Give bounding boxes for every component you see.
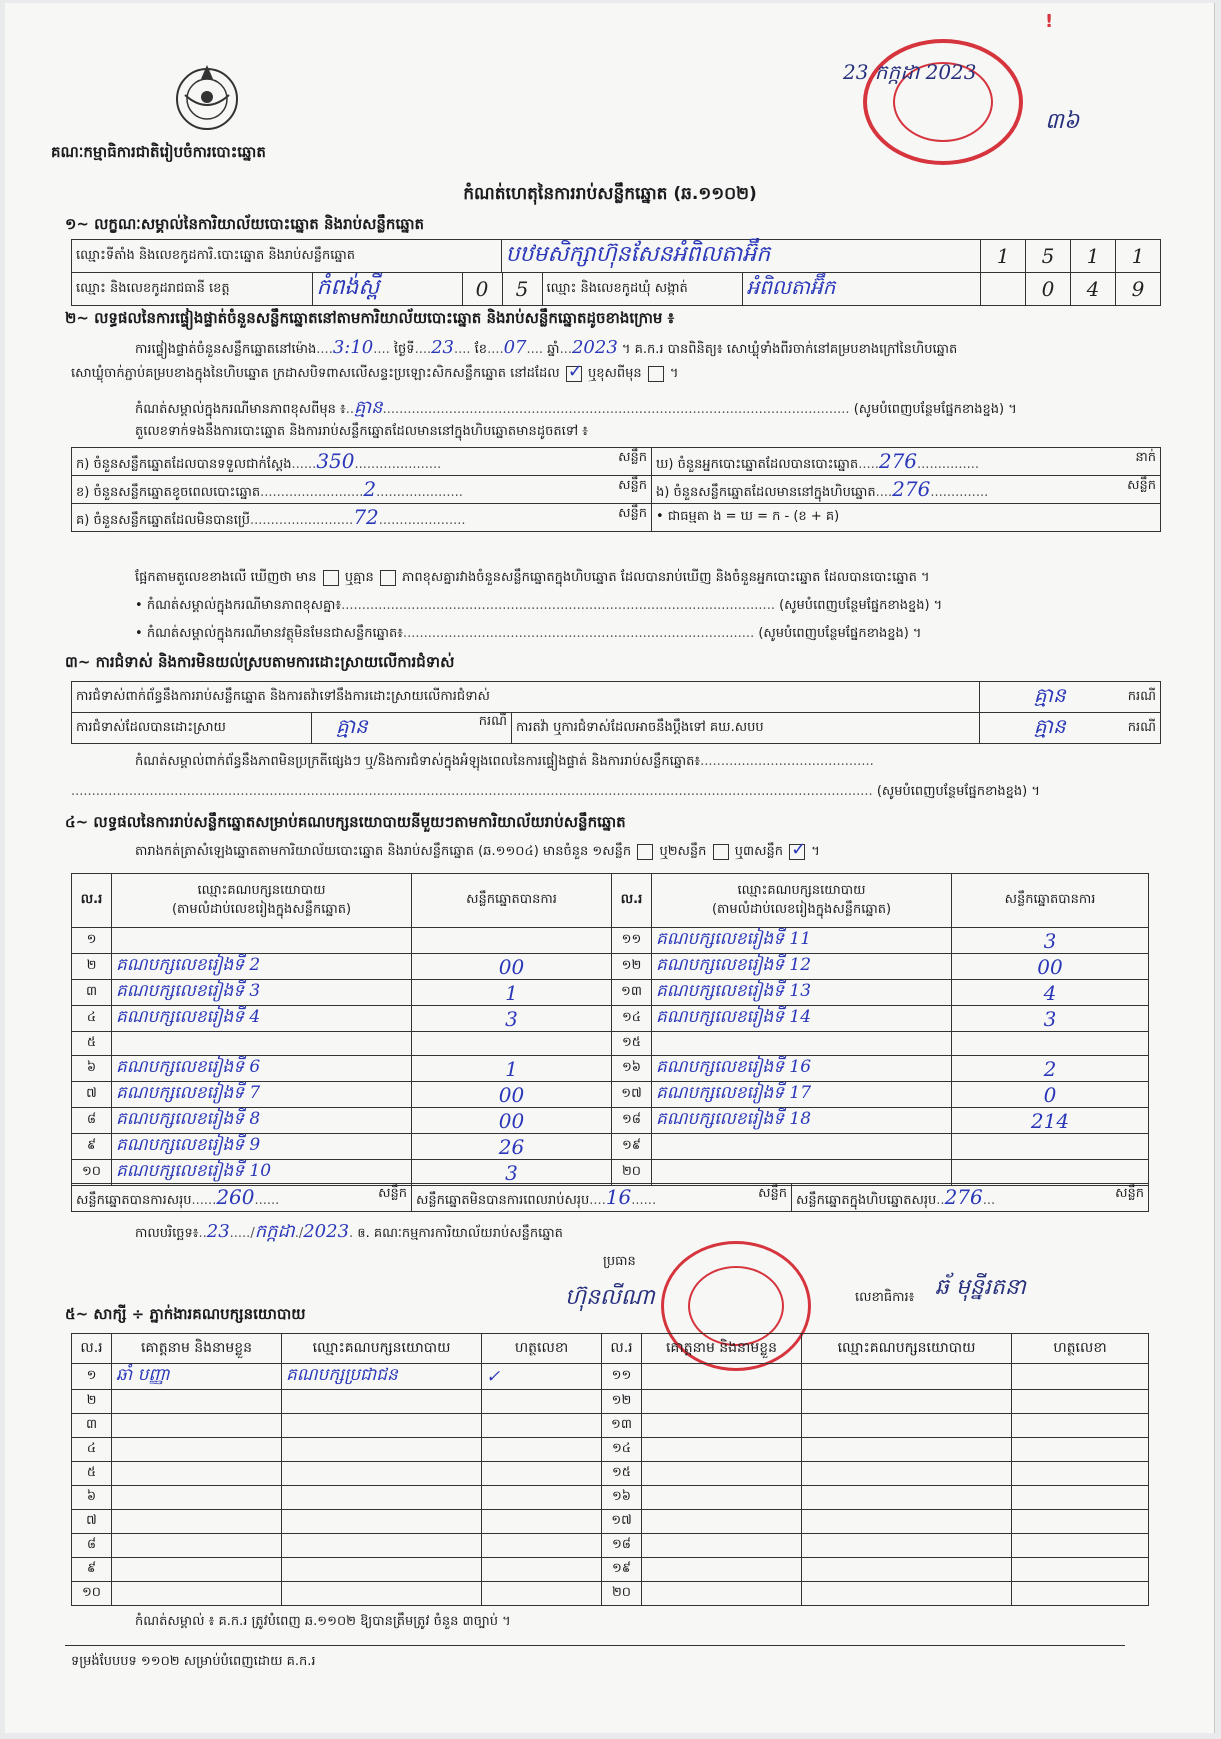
three-sheets-checkbox[interactable] [789,844,805,860]
row-number: ៣ [72,980,112,1006]
valid-total: 260 [216,1184,255,1209]
bullet-diff-note: • កំណត់សម្គាល់ក្នុងករណីមានភាពខុសគ្នា៖......................................................................................................... (សូមបំពេញបន្ថែមផ្នែកខាងខ្នង) ។ [135,598,943,613]
valid-votes: 00 [412,1082,612,1108]
witness-name [642,1510,802,1534]
witness-signature [1012,1438,1149,1462]
witness-signature [1012,1486,1149,1510]
change-note-value: គ្មាន [354,397,383,418]
changed-checkbox[interactable] [648,366,664,382]
row-number: ១៤ [612,1006,652,1032]
witness-name [642,1390,802,1414]
stamp-top-num: ៣៦ [1045,109,1080,134]
section4-title: ៤~ លទ្ធផលនៃការរាប់សន្លឹកឆ្នោតសម្រាប់គណបក្សនយោបាយនីមួយៗតាមការិយាល័យរាប់សន្លឹកឆ្នោត [65,813,626,831]
chair-signature: ហ៊ុនលីណា [565,1285,655,1310]
row-number: ១៥ [602,1462,642,1486]
objection-row1-value: គ្មាន [1033,683,1066,707]
table-row [72,1134,1149,1160]
witness-party [802,1582,1012,1606]
table-row [72,1582,1149,1606]
valid-votes [412,1032,612,1056]
party-name: គណបក្សលេខរៀងទី 3 [112,980,412,1006]
same-checkbox[interactable] [566,366,582,382]
row2-commune-label: ឈ្មោះ និងលេខកូដឃុំ សង្កាត់ [546,280,688,296]
objection-note-line2: .................................................................................................................................................................................................. (សូមបំពេញបន្ថែមផ្នែកខាងខ្នង) ។ [71,784,1040,799]
no-difference-checkbox[interactable] [380,570,396,586]
witness-party [282,1534,482,1558]
date-year: 2023 [303,1221,350,1242]
witness-party [802,1558,1012,1582]
witness-party [282,1414,482,1438]
party-name: គណបក្សលេខរៀងទី 12 [652,954,952,980]
valid-votes: 00 [952,954,1149,980]
table-row [72,1438,1149,1462]
date-month: កក្កដា [254,1221,295,1242]
table-row [72,1510,1149,1534]
stamp-top-mark: ! [1045,11,1054,32]
witness-signature [482,1486,602,1510]
row-number: ១ [72,1364,112,1390]
party-name: គណបក្សលេខរៀងទី 10 [112,1160,412,1186]
party-name: គណបក្សលេខរៀងទី 13 [652,980,952,1006]
witness-party [802,1486,1012,1510]
witness-party [282,1510,482,1534]
witness-signature [1012,1510,1149,1534]
objection-row1-label: ការជំទាស់ពាក់ព័ន្ធនឹងការរាប់សន្លឹកឆ្នោត និងការតវ៉ាទៅនឹងការដោះស្រាយលើការជំទាស់ [72,682,980,713]
table-row [72,954,1149,980]
ka-value: 350 [316,448,355,473]
row-number: ១៦ [602,1486,642,1510]
party-name: គណបក្សលេខរៀងទី 2 [112,954,412,980]
commune-code-1: 0 [1026,273,1071,306]
witness-signature [482,1534,602,1558]
party-name: គណបក្សលេខរៀងទី 6 [112,1056,412,1082]
witness-name [112,1534,282,1558]
row-number: ៥ [72,1462,112,1486]
ballot-count-form [5,3,1215,1733]
witness-name [112,1486,282,1510]
row1-value: បឋមសិក្សាហ៊ុនសែនអំពិលតាអ៊ឹក [505,242,771,267]
witness-name [642,1486,802,1510]
row-number: ២ [72,954,112,980]
valid-votes [952,1160,1149,1186]
witness-name [642,1438,802,1462]
table-row [72,1160,1149,1186]
totals-row: សន្លឹកឆ្នោតបានការសរុប......260...... សន្លឹក សន្លឹកឆ្នោតមិនបានការពេលរាប់សរុប....16...... សន្លឹក សន្លឹកឆ្នោតក្នុងហិបឆ្នោតសរុប..276... សន្លឹក [71,1183,1149,1212]
valid-votes: 3 [952,1006,1149,1032]
witness-signature [1012,1462,1149,1486]
row-number: ១២ [612,954,652,980]
witness-party [802,1534,1012,1558]
verify-day: 23 [431,337,454,358]
table-row [72,1558,1149,1582]
row1-label: ឈ្មោះទីតាំង និងលេខកូដការិ.បោះឆ្នោត និងរាប់សន្លឹកឆ្នោត [72,240,502,273]
stamp-top-date: 23 កក្កដា 2023 [843,60,977,84]
party-name: គណបក្សលេខរៀងទី 9 [112,1134,412,1160]
valid-votes: 2 [952,1056,1149,1082]
row-number: ២០ [602,1582,642,1606]
objection-table: ការជំទាស់ពាក់ព័ន្ធនឹងការរាប់សន្លឹកឆ្នោត និងការតវ៉ាទៅនឹងការដោះស្រាយលើការជំទាស់ គ្មាន ករណី ការជំទាស់ដែលបានដោះស្រាយ គ្មាន ករណី ការតវ៉ា ឬការជំទាស់ដែលអាចនឹងប្ដឹងទៅ គឃ.សបប គ្មាន ករណី [71,681,1161,744]
row1-code-2: 5 [1026,240,1071,273]
witness-name [112,1390,282,1414]
objection-note: កំណត់សម្គាល់ពាក់ព័ន្ធនឹងភាពមិនប្រក្រតីផ្សេងៗ ឬ/និងការជំទាស់ក្នុងអំឡុងពេលនៃការផ្ទៀងផ្ទាត់ និងការរាប់សន្លឹកឆ្នោត៖.......................................... [135,754,874,769]
date-line: កាលបរិច្ឆេទ៖..23...../កក្កដា./2023. ឲ. គណៈកម្មការការិយាល័យរាប់សន្លឹកឆ្នោត [135,1221,563,1242]
witness-party [282,1462,482,1486]
row-number: ១ [72,928,112,954]
date-day: 23 [206,1221,230,1242]
footer-divider [65,1645,1125,1646]
section1-table [71,239,1161,306]
secretary-label: លេខាធិការ៖ [855,1290,915,1305]
witness-party [802,1364,1012,1390]
table-row [72,928,1149,954]
province-code-1: 0 [462,273,502,305]
row-number: ៣ [72,1414,112,1438]
valid-votes: 1 [412,1056,612,1082]
witness-name [642,1582,802,1606]
valid-votes [952,1032,1149,1056]
valid-votes: 3 [412,1160,612,1186]
verify-line-2: សោឃ្លុំចាក់ភ្ជាប់គម្របខាងក្នុងនៃហិបឆ្នោត ក្រដាសបិទពាសលើសន្ទះប្រឡោះសិកសន្លឹកឆ្នោត នៅដដែល ✓ ឬខុសពីមុន ។ [71,365,678,384]
verify-year: 2023 [571,337,618,358]
witness-signature [482,1582,602,1606]
witness-party [802,1510,1012,1534]
witness-party [282,1582,482,1606]
ngo-value: 276 [892,476,931,501]
official-stamp-top [863,39,1023,165]
row-number: ១៩ [612,1134,652,1160]
witness-name [642,1414,802,1438]
witness-signature [1012,1558,1149,1582]
valid-votes: 214 [952,1108,1149,1134]
bullet-object-note: • កំណត់សម្គាល់ក្នុងករណីមានវត្ថុមិនមែនជាសន្លឹកឆ្នោត៖..................................................................................... (សូមបំពេញបន្ថែមផ្នែកខាងខ្នង) ។ [135,626,922,641]
witness-party [802,1462,1012,1486]
table-row [72,1108,1149,1134]
row-number: ៩ [72,1134,112,1160]
section3-title: ៣~ ការជំទាស់ និងការមិនយល់ស្របតាមការដោះស្រាយលើការជំទាស់ [65,653,455,671]
invalid-total: 16 [605,1184,632,1209]
formula: ជាធម្មតា ង = ឃ = ក - (ខ + គ) [667,509,840,524]
witness-signature [1012,1534,1149,1558]
row-number: ៦ [72,1056,112,1082]
witness-signature [482,1462,602,1486]
two-sheets-checkbox[interactable] [713,844,729,860]
table-row [72,1364,1149,1390]
row-number: ១០ [72,1160,112,1186]
row-number: ១៣ [612,980,652,1006]
commune-code-2: 4 [1071,273,1116,306]
party-name [652,1032,952,1056]
valid-votes: 00 [412,954,612,980]
row-number: ៧ [72,1510,112,1534]
witness-name [642,1558,802,1582]
table-row [72,1006,1149,1032]
row2-province: កំពង់ស្ពឺ [316,275,380,300]
kho-value: 276 [878,448,918,473]
org-name: គណៈកម្មាធិការជាតិរៀបចំការបោះឆ្នោត [51,143,266,161]
witness-signature [1012,1582,1149,1606]
valid-votes: 4 [952,980,1149,1006]
row-number: ១៤ [602,1438,642,1462]
row-number: ១១ [602,1364,642,1390]
box-total: 276 [944,1184,983,1209]
row-number: ១៧ [602,1510,642,1534]
valid-votes: 00 [412,1108,612,1134]
table-row [72,1082,1149,1108]
chair-label: ប្រធាន [603,1254,636,1269]
form-title: កំណត់ហេតុនៃការរាប់សន្លឹកឆ្នោត (ឆ.១១០២) [463,184,757,204]
ko-value: 72 [353,504,379,529]
table-row [72,1462,1149,1486]
row-number: ៥ [72,1032,112,1056]
row-number: ១៨ [602,1534,642,1558]
row2-label: ឈ្មោះ និងលេខកូដរាជធានី ខេត្ត [76,280,230,296]
valid-votes: 3 [952,928,1149,954]
party-name [652,1160,952,1186]
party-name: គណបក្សលេខរៀងទី 11 [652,928,952,954]
one-sheet-checkbox[interactable] [637,844,653,860]
party-name: គណបក្សលេខរៀងទី 4 [112,1006,412,1032]
witness-table: ល.រ គោត្តនាម និងនាមខ្លួន ឈ្មោះគណបក្សនយោបាយ ហត្ថលេខា ល.រ គោត្តនាម និងនាមខ្លួន ឈ្មោះគណបក្សនយោបាយ ហត្ថលេខា ១ ឆាំ បញ្ញា គណបក្សប្រជាជន ✓ ១១ ២ ១២ ៣ ១៣ ៤ ១៤ ៥ ១៥ ៦ ១៦ ៧ ១៧ ៨ ១៨ ៩ ១៩ ១០ ២០ [71,1333,1149,1606]
section5-title: ៥~ សាក្សី ÷ ភ្នាក់ងារគណបក្សនយោបាយ [65,1305,306,1323]
row-number: ១៦ [612,1056,652,1082]
row-number: ២០ [612,1160,652,1186]
nec-emblem-icon [165,55,249,135]
party-name [652,1134,952,1160]
objection-row2-value: គ្មាន [336,714,368,738]
row-number: ២ [72,1390,112,1414]
figures-intro: តួលេខទាក់ទងនឹងការបោះឆ្នោត និងការរាប់សន្លឹកឆ្នោតដែលមាននៅក្នុងហិបឆ្នោតមានដូចតទៅ ៖ [135,424,588,439]
footer-note: កំណត់សម្គាល់ ៖ គ.ក.រ ត្រូវបំពេញ ឆ.១១០២ ឱ្យបានត្រឹមត្រូវ ចំនួន ៣ច្បាប់ ។ [135,1614,511,1629]
row-number: ៩ [72,1558,112,1582]
province-code-2: 5 [502,273,542,305]
row-number: ១៧ [612,1082,652,1108]
witness-signature [482,1558,602,1582]
witness-signature [1012,1390,1149,1414]
tally-sheets-line: តារាងកត់ត្រាសំឡេងឆ្នោតតាមការិយាល័យបោះឆ្នោត និងរាប់សន្លឹកឆ្នោត (ឆ.១១០៤) មានចំនួន ១សន្លឹក ឬ២សន្លឹក ឬ៣សន្លឹក ✓ ។ [135,843,820,862]
verify-month: 07 [503,337,527,358]
secretary-signature: ឆ័ មុន្នីរតនា [935,1275,1026,1300]
row2-commune: អំពិលតាអ៊ឹក [746,275,836,299]
witness-signature [1012,1414,1149,1438]
witness-party [282,1390,482,1414]
verify-time: 3:10 [332,337,374,358]
table-row [72,1032,1149,1056]
valid-votes [952,1134,1149,1160]
change-note-line: កំណត់សម្គាល់ក្នុងករណីមានភាពខុសពីមុន ៖..គ្មាន................................................................................................................. (សូមបំពេញបន្ថែមផ្នែកខាងខ្នង) ។ [135,397,1017,418]
footer-form-ref: ទម្រង់បែបបទ ១១០២ សម្រាប់បំពេញដោយ គ.ក.រ [71,1654,316,1669]
valid-votes: 1 [412,980,612,1006]
party-name: គណបក្សលេខរៀងទី 18 [652,1108,952,1134]
table-row [72,1414,1149,1438]
figures-table: ក) ចំនួនសន្លឹកឆ្នោតដែលបានទទួលជាក់ស្ដែង......350..................... សន្លឹក ឃ) ចំនួនអ្នកបោះឆ្នោតដែលបានបោះឆ្នោត.....276............... នាក់ ខ) ចំនួនសន្លឹកឆ្នោតខូចពេលបោះឆ្នោត.........................2..................... សន្លឹក ង) ចំនួនសន្លឹកឆ្នោតដែលមាននៅក្នុងហិបឆ្នោត....276.............. សន្លឹក គ) ចំនួនសន្លឹកឆ្នោតដែលមិនបានប្រើ.........................72..................... សន្លឹក • ជាធម្មតា ង = ឃ = ក - (ខ + គ) [71,447,1161,532]
section1-title: ១~ លក្ខណៈសម្គាល់នៃការិយាល័យបោះឆ្នោត និងរាប់សន្លឹកឆ្នោត [65,215,425,233]
discrepancy-line: ផ្អែកតាមតួលេខខាងលើ ឃើញថា មាន ឬគ្មាន ភាពខុសគ្នារវាងចំនួនសន្លឹកឆ្នោតក្នុងហិបឆ្នោត ដែលបានរាប់ឃើញ និងចំនួនអ្នកបោះឆ្នោត ដែលបានបោះឆ្នោត ។ [135,570,930,585]
valid-votes: 0 [952,1082,1149,1108]
objection-row2-label-b: ការតវ៉ា ឬការជំទាស់ដែលអាចនឹងប្ដឹងទៅ គឃ.សបប [512,713,980,744]
valid-votes [412,928,612,954]
witness-signature [482,1510,602,1534]
row-number: ៦ [72,1486,112,1510]
row1-code-3: 1 [1071,240,1116,273]
table-row [72,1486,1149,1510]
witness-party [282,1438,482,1462]
witness-name [642,1364,802,1390]
party-name [112,1032,412,1056]
witness-party: គណបក្សប្រជាជន [282,1364,482,1390]
witness-party [802,1390,1012,1414]
row-number: ១១ [612,928,652,954]
row-number: ១២ [602,1390,642,1414]
witness-party [282,1486,482,1510]
party-name: គណបក្សលេខរៀងទី 7 [112,1082,412,1108]
witness-party [282,1558,482,1582]
row-number: ៤ [72,1438,112,1462]
valid-votes: 3 [412,1006,612,1032]
witness-signature [1012,1364,1149,1390]
witness-name [112,1510,282,1534]
witness-signature [482,1414,602,1438]
row-number: ១៥ [612,1032,652,1056]
table-row [72,980,1149,1006]
row1-code-1: 1 [981,240,1026,273]
witness-party [802,1438,1012,1462]
row1-code-4: 1 [1115,240,1160,273]
row-number: ៤ [72,1006,112,1032]
row-number: ១៨ [612,1108,652,1134]
witness-name [642,1534,802,1558]
row-number: ៨ [72,1534,112,1558]
kha-value: 2 [363,476,377,501]
row-number: ១០ [72,1582,112,1606]
row-number: ១៣ [602,1414,642,1438]
row-number: ៨ [72,1108,112,1134]
objection-row2-value-b: គ្មាន [1033,714,1066,738]
table-row [72,1390,1149,1414]
row-number: ៧ [72,1082,112,1108]
witness-signature [482,1390,602,1414]
party-name: គណបក្សលេខរៀងទី 16 [652,1056,952,1082]
has-difference-checkbox[interactable] [323,570,339,586]
witness-name: ឆាំ បញ្ញា [112,1364,282,1390]
commune-code-3: 9 [1115,273,1160,306]
party-name [112,928,412,954]
witness-party [802,1414,1012,1438]
witness-name [112,1558,282,1582]
witness-name [642,1462,802,1486]
party-results-table: ល.រ ឈ្មោះគណបក្សនយោបាយ (តាមលំដាប់លេខរៀងក្នុងសន្លឹកឆ្នោត) សន្លឹកឆ្នោតបានការ ល.រ ឈ្មោះគណបក្សនយោបាយ (តាមលំដាប់លេខរៀងក្នុងសន្លឹកឆ្នោត) សន្លឹកឆ្នោតបានការ ១ ១១ គណបក្សលេខរៀងទី 11 3 ២ គណបក្សលេខរៀងទី 2 00 ១២ គណបក្សលេខរៀងទី 12 00 ៣ គណបក្សលេខរៀងទី 3 1 ១៣ គណបក្សលេខរៀងទី 13 4 ៤ គណបក្សលេខរៀងទី 4 3 ១៤ គណបក្សលេខរៀងទី 14 3 ៥ ១៥ ៦ គណបក្សលេខរៀងទី 6 1 ១៦ គណបក្សលេខរៀងទី 16 2 ៧ គណបក្សលេខរៀងទី 7 00 ១៧ គណបក្សលេខរៀងទី 17 0 ៨ គណបក្សលេខរៀងទី 8 00 ១៨ គណបក្សលេខរៀងទី 18 214 ៩ គណបក្សលេខរៀងទី 9 26 ១៩ ១០ គណបក្សលេខរៀងទី 10 3 ២០ [71,873,1149,1186]
witness-name [112,1438,282,1462]
witness-signature [482,1438,602,1462]
verify-line-1: ការផ្ទៀងផ្ទាត់ចំនួនសន្លឹកឆ្នោតនៅម៉ោង....3:10.... ថ្ងៃទី....23.... ខែ....07.... ឆ្នាំ...2023 ។ គ.ក.រ បានពិនិត្យ៖ សោឃ្លុំទាំងពីរចាក់នៅគម្របខាងក្រៅនៃហិបឆ្នោត [135,337,958,358]
witness-name [112,1462,282,1486]
section2-title: ២~ លទ្ធផលនៃការផ្ទៀងផ្ទាត់ចំនួនសន្លឹកឆ្នោតនៅតាមការិយាល័យបោះឆ្នោត និងរាប់សន្លឹកឆ្នោតដូចខាងក្រោម ៖ [65,309,675,327]
valid-votes: 26 [412,1134,612,1160]
witness-signature: ✓ [482,1364,602,1390]
table-row [72,1534,1149,1558]
party-name: គណបក្សលេខរៀងទី 14 [652,1006,952,1032]
witness-name [112,1582,282,1606]
objection-row2-label: ការជំទាស់ដែលបានដោះស្រាយ [72,713,312,744]
party-name: គណបក្សលេខរៀងទី 17 [652,1082,952,1108]
table-row [72,1056,1149,1082]
row-number: ១៩ [602,1558,642,1582]
party-name: គណបក្សលេខរៀងទី 8 [112,1108,412,1134]
witness-name [112,1414,282,1438]
